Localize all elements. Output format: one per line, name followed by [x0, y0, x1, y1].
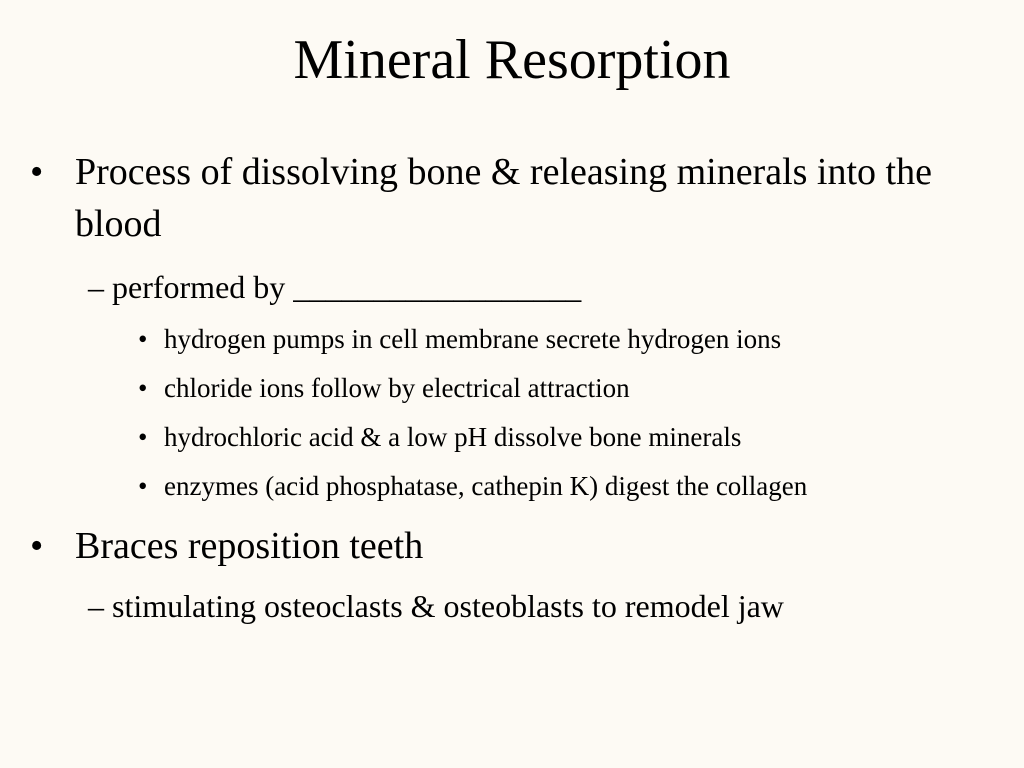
dash-icon: –	[88, 588, 104, 624]
bullet-icon: •	[30, 151, 44, 193]
sub-sub-item-hydrochloric-acid	[138, 419, 998, 455]
dash-icon: –	[88, 269, 104, 305]
bullet-item-braces	[30, 520, 985, 572]
bullet-item-resorption-process	[30, 146, 985, 250]
bullet-icon: •	[138, 422, 148, 452]
sub-sub-item-hydrogen-pumps	[138, 321, 998, 357]
bullet-icon: •	[30, 525, 44, 567]
sub-sub-item-text: enzymes (acid phosphatase, cathepin K) digest the collagen	[164, 471, 808, 501]
sub-sub-item-chloride-ions	[138, 370, 998, 406]
sub-item-text: performed by __________________	[112, 269, 582, 305]
slide-title: Mineral Resorption	[293, 29, 731, 91]
sub-sub-item-text: hydrogen pumps in cell membrane secrete hydrogen ions	[164, 324, 782, 354]
sub-item-performed-by	[88, 266, 978, 308]
bullet-text: Braces reposition teeth	[75, 525, 424, 567]
bullet-icon: •	[138, 324, 148, 354]
bullet-icon: •	[138, 373, 148, 403]
bullet-icon: •	[138, 471, 148, 501]
bullet-text: Process of dissolving bone & releasing minerals into the blood	[75, 151, 932, 245]
sub-sub-item-enzymes	[138, 468, 998, 504]
sub-sub-item-text: chloride ions follow by electrical attraction	[164, 373, 630, 403]
sub-sub-item-text: hydrochloric acid & a low pH dissolve bone minerals	[164, 422, 742, 452]
sub-item-stimulating	[88, 585, 978, 627]
sub-item-text: stimulating osteoclasts & osteoblasts to remodel jaw	[112, 588, 784, 624]
